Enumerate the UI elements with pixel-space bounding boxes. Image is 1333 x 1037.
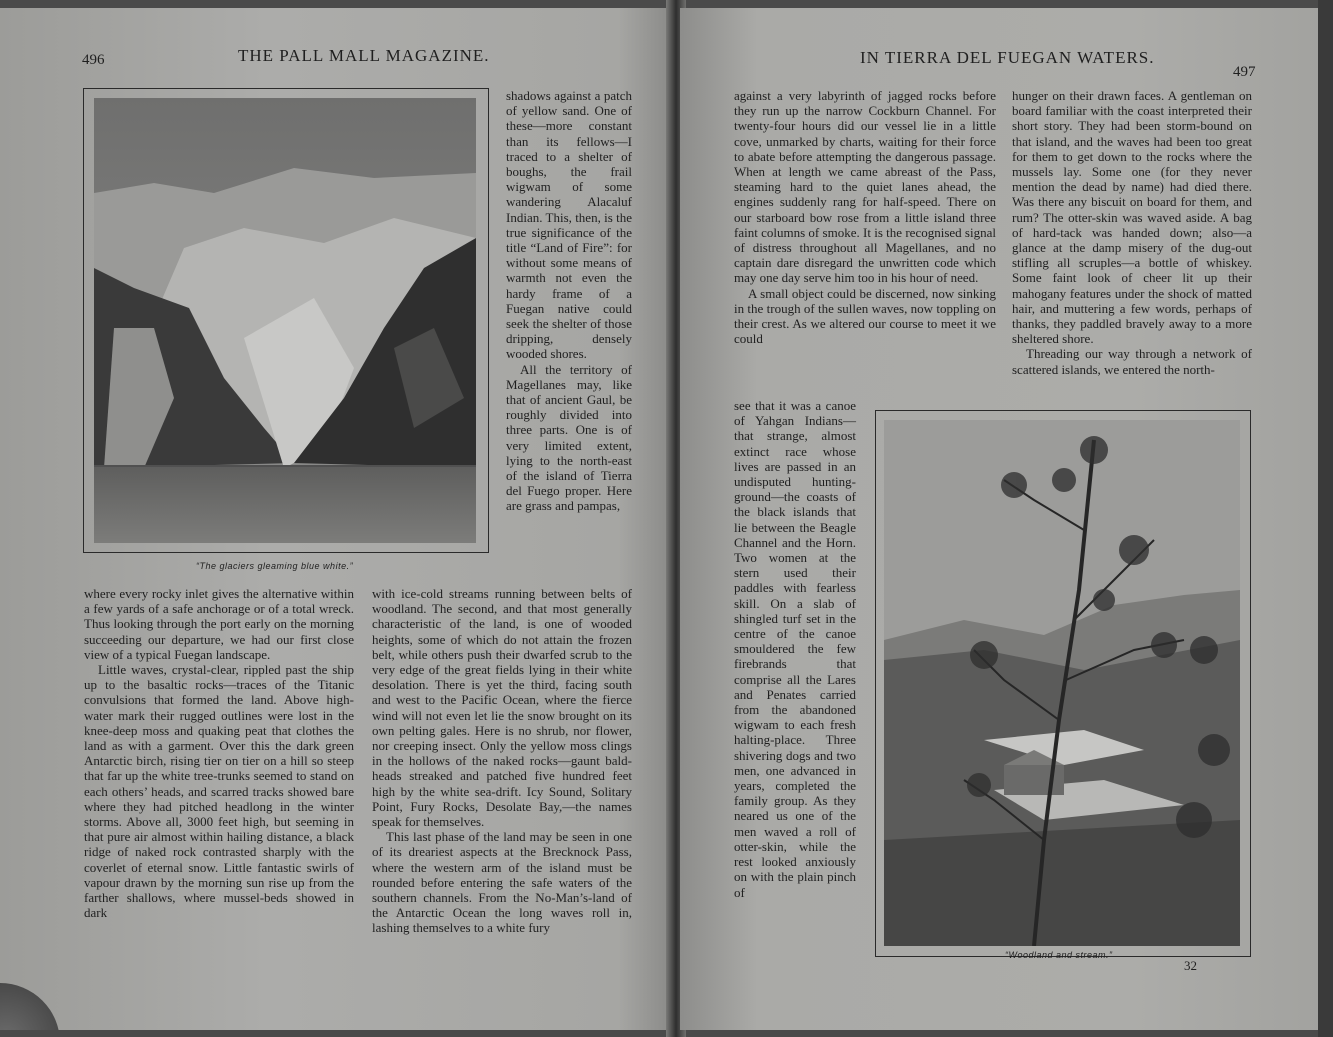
side-paragraph-1: shadows against a patch of yellow sand. One of these—more constant than its fellows—I traced to a shelter of boughs, the frail wigwam of some wandering Alacaluf Indian. This, then, is the true significance of the title “Land of Fire”: for without some means of warmth not even the hardy frame of a Fuegan native could seek the shelter of those dripping, densely wooded shores. [506, 88, 632, 362]
right-column-2 [1012, 88, 1252, 377]
woodland-image [884, 420, 1240, 946]
right-col2-paragraph-2: Threading our way through a network of scattered islands, we entered the north- [1012, 346, 1252, 377]
left-col1-paragraph-1: where every rocky inlet gives the alternative within a few yards of a safe anchorage or of a total wreck. Thus looking through the port early on the morning succeeding our departure, we had our first close view of a typical Fuegan landscape. [84, 586, 354, 662]
signature-mark: 32 [1184, 958, 1197, 973]
woodland-photo-caption: “Woodland and stream.” [1005, 950, 1113, 960]
thumb-shadow [0, 983, 60, 1030]
left-side-column [506, 88, 632, 514]
woodland-photo [884, 420, 1240, 946]
right-column-1-top [734, 88, 996, 346]
glacier-photo [94, 98, 476, 543]
left-col2-paragraph-2: This last phase of the land may be seen in one of its dreariest aspects at the Brecknock Pass, where the western arm of the island must be rounded before entering the safe waters of the southern channels. From the No-Man’s-land of the Antarctic Ocean the long waves roll in, lashing themselves to a white fury [372, 829, 632, 936]
right-column-1-narrow [734, 398, 856, 900]
right-page [680, 8, 1325, 1030]
left-running-head: THE PALL MALL MAGAZINE. [238, 46, 490, 65]
right-running-head: IN TIERRA DEL FUEGAN WATERS. [860, 48, 1155, 67]
left-page-number: 496 [82, 52, 105, 68]
right-page-edge [1318, 0, 1333, 1037]
glacier-image [94, 98, 476, 543]
left-page [0, 8, 672, 1030]
left-col2-paragraph-1: with ice-cold streams running between belts of woodland. The second, and that most generally characteristic of the land, is one of wooded heights, some of which do not attain the frozen belt, while others push their dwarfed scrub to the very edge of the great fields lying in their white desolation. There is yet the third, facing south and west to the Pacific Ocean, where the fierce wind will not even let lie the snow brought on its own pelting gales. Here is no shrub, nor flower, nor creeping insect. Only the yellow moss clings in the hollows of the naked rocks—gaunt bald-heads streaked and patched five hundred feet high by the white sea-drift. Icy Sound, Solitary Point, Fury Rocks, Desolate Bay,—the names speak for themselves. [372, 586, 632, 830]
glacier-photo-caption: “The glaciers gleaming blue white.” [196, 561, 354, 571]
right-col2-paragraph-1: hunger on their drawn faces. A gentleman on board familiar with the coast interpreted their short story. They had been storm-bound on that island, and the waves had been too great for them to get down to the rocks where the mussels lay. Some one (for they never mention the dead by name) had died there. Was there any biscuit on board for them, and rum? The otter-skin was waved aside. A bag of hard-tack was handed down; also—a glance at the damp misery of the dug-out stifling all scruples—a bottle of whiskey. Some faint look of cheer lit up their mahogany features under the shock of matted hair, and muttering a few words, perhaps of thanks, they paddled bravely away to a more sheltered shore. [1012, 88, 1252, 347]
left-column-2 [372, 586, 632, 936]
left-col1-paragraph-2: Little waves, crystal-clear, rippled past the ship up to the basaltic rocks—traces of the Titanic convulsions that formed the land. Above high-water mark their rugged outlines were lost in the knee-deep moss and quaking peat that clothes the land as with a garment. Over this the dark green Antarctic birch, rising tier on tier on a hill so steep that far up the white tree-trunks seemed to stand on each others’ heads, and scarred tracks showed bare where they had pitched headlong in the winter storms. Above all, 3000 feet high, but seeming in that pure air almost within hailing distance, a black ridge of naked rock contrasted sharply with the coverlet of eternal snow. Little fantastic swirls of vapour drawn by the morning sun rise up from the farther shallows, where mussel-beds showed in dark [84, 662, 354, 921]
right-narrow-paragraph: see that it was a canoe of Yahgan Indians—that strange, almost extinct race whose lives are passed in an undisputed hunting-ground—the coasts of the black islands that lie between the Beagle Channel and the Horn. Two women at the stern used their paddles with fearless skill. On a slab of shingled turf set in the centre of the canoe smouldered the few firebrands that comprise all the Lares and Penates carried from the abandoned wigwam to each fresh halting-place. Three shivering dogs and two men, one advanced in years, completed the family group. As they neared us one of the men waved a roll of otter-skin, while the rest looked anxiously on with the plain pinch of [734, 398, 856, 900]
left-column-1 [84, 586, 354, 920]
right-col1-paragraph-1: against a very labyrinth of jagged rocks before they run up the narrow Cockburn Channel. For twenty-four hours did our vessel lie in a little cove, unmarked by charts, waiting for their force to abate before attempting the dangerous passage. When at length we came abreast of the Pass, steaming hard to the quiet lanes ahead, the engines suddenly rang for half-speed. There on our starboard bow rose from a little island three faint columns of smoke. It is the recognised signal of distress throughout all Magellanes, and no captain dare disregard the unwritten code which may one day serve him too in his hour of need. [734, 88, 996, 286]
right-col1-paragraph-2: A small object could be discerned, now sinking in the trough of the sullen waves, now toppling on their crest. As we altered our course to meet it we could [734, 285, 996, 347]
right-page-number: 497 [1233, 64, 1256, 80]
side-paragraph-2: All the territory of Magellanes may, like that of ancient Gaul, be roughly divided into three parts. One is of very limited extent, lying to the north-east of the island of Tierra del Fuego proper. Here are grass and pampas, [506, 361, 632, 514]
